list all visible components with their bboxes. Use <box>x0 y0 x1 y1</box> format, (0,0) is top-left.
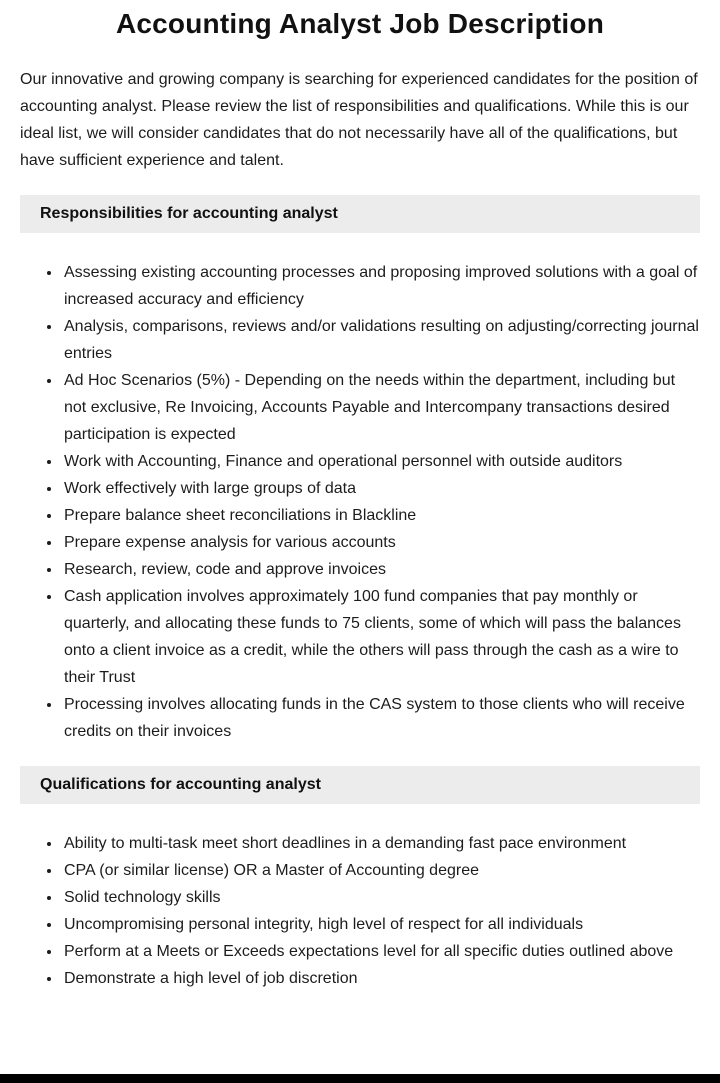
list-item: • Processing involves allocating funds in the CAS system to those clients who will receive credits on their invoices <box>62 691 700 745</box>
responsibilities-section-header <box>20 195 700 233</box>
list-item: • Analysis, comparisons, reviews and/or validations resulting on adjusting/correcting journal entries <box>62 313 700 367</box>
list-item: • Research, review, code and approve invoices <box>62 556 700 583</box>
list-item: • Perform at a Meets or Exceeds expectations level for all specific duties outlined above <box>62 938 700 965</box>
list-item: • Prepare balance sheet reconciliations in Blackline <box>62 502 700 529</box>
list-item: • Work effectively with large groups of data <box>62 475 700 502</box>
list-item: • Ad Hoc Scenarios (5%) - Depending on the needs within the department, including but not exclusive, Re Invoicing, Accounts Payable and Intercompany transactions desired participation is expected <box>62 367 700 448</box>
page-title: Accounting Analyst Job Description <box>115 8 605 39</box>
list-item: • Solid technology skills <box>62 884 700 911</box>
list-item: • Work with Accounting, Finance and operational personnel with outside auditors <box>62 448 700 475</box>
responsibilities-heading: Responsibilities for accounting analyst <box>40 205 338 222</box>
list-item: • Prepare expense analysis for various accounts <box>62 529 700 556</box>
intro-paragraph: Our innovative and growing company is searching for experienced candidates for the position of accounting analyst. Please review the list of responsibilities and qualifications. While this is our ideal list, we will consider candidates that do not necessarily have all of the qualifications, but have sufficient experience and talent. <box>20 71 698 169</box>
list-item: • Uncompromising personal integrity, high level of respect for all individuals <box>62 911 700 938</box>
responsibilities-list <box>20 259 700 745</box>
list-item: • Ability to multi-task meet short deadlines in a demanding fast pace environment <box>62 830 700 857</box>
footer-bar <box>0 1074 720 1083</box>
list-item: • Assessing existing accounting processes and proposing improved solutions with a goal of increased accuracy and efficiency <box>62 259 700 313</box>
qualifications-section-header <box>20 766 700 804</box>
list-item: • Cash application involves approximately 100 fund companies that pay monthly or quarterly, and allocating these funds to 75 clients, some of which will pass the balances onto a client invoice as a credit, while the others will pass through the cash as a wire to their Trust <box>62 583 700 691</box>
list-item: • CPA (or similar license) OR a Master of Accounting degree <box>62 857 700 884</box>
qualifications-list <box>20 830 700 992</box>
list-item: • Demonstrate a high level of job discretion <box>62 965 700 992</box>
qualifications-heading: Qualifications for accounting analyst <box>40 776 321 793</box>
